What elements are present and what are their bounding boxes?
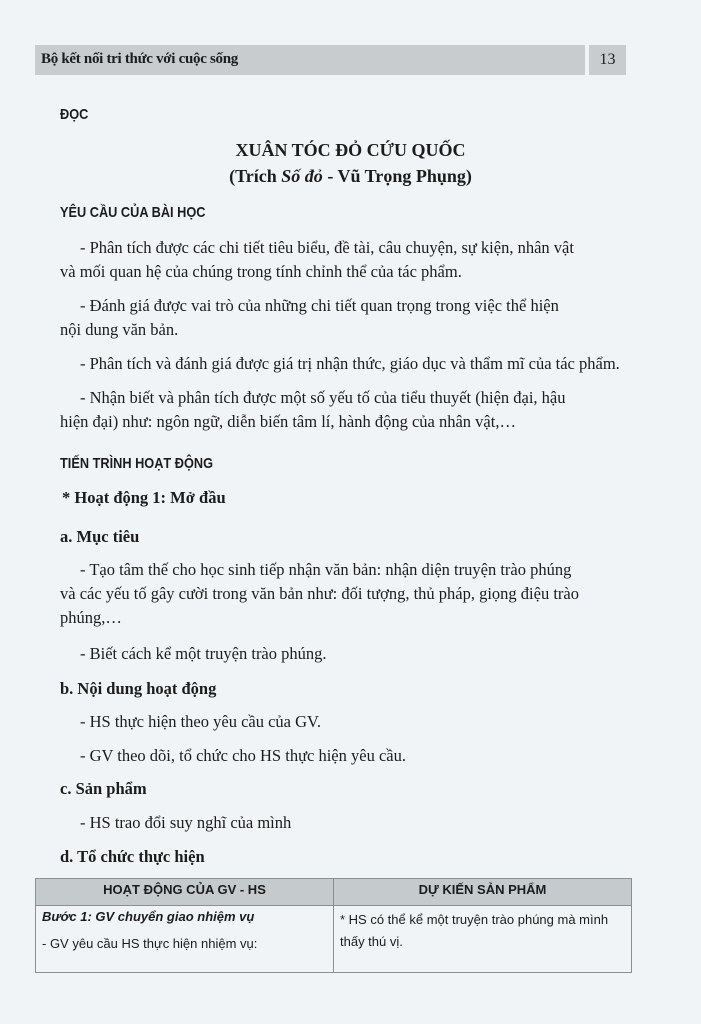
product-line: - HS trao đổi suy nghĩ của mình bbox=[80, 813, 292, 832]
objective-heading: a. Mục tiêu bbox=[60, 527, 140, 546]
lesson-subtitle bbox=[0, 165, 701, 187]
content-line: - GV theo dõi, tổ chức cho HS thực hiện yêu cầu. bbox=[80, 746, 406, 765]
objective-line: - Tạo tâm thế cho học sinh tiếp nhận văn bản: nhận diện truyện trào phúng bbox=[80, 560, 572, 579]
running-header bbox=[35, 45, 585, 75]
table-header-row bbox=[36, 879, 632, 906]
step-title: Bước 1: GV chuyển giao nhiệm vụ bbox=[42, 909, 255, 924]
requirement-line: và mối quan hệ của chúng trong tính chỉnh thể của tác phẩm. bbox=[60, 262, 462, 281]
requirement-line: nội dung văn bản. bbox=[60, 320, 179, 339]
requirement-line: hiện đại) như: ngôn ngữ, diễn biến tâm lí, hành động của nhân vật,… bbox=[60, 412, 516, 431]
column-header: DỰ KIẾN SẢN PHẨM bbox=[334, 879, 632, 906]
content-line: - HS thực hiện theo yêu cầu của GV. bbox=[80, 712, 321, 731]
objective-line: - Biết cách kể một truyện trào phúng. bbox=[80, 644, 327, 663]
requirements-heading: YÊU CẦU CỦA BÀI HỌC bbox=[60, 204, 206, 221]
objective-line: và các yếu tố gây cười trong văn bản như: đối tượng, thủ pháp, giọng điệu trào bbox=[60, 584, 579, 603]
table-row bbox=[36, 906, 632, 973]
content-heading: b. Nội dung hoạt động bbox=[60, 679, 217, 698]
subtitle-prefix: (Trích bbox=[229, 166, 282, 186]
requirement-line: - Phân tích được các chi tiết tiêu biểu, đề tài, câu chuyện, sự kiện, nhân vật bbox=[80, 238, 574, 257]
process-heading: TIẾN TRÌNH HOẠT ĐỘNG bbox=[60, 455, 213, 472]
lesson-title: XUÂN TÓC ĐỎ CỨU QUỐC bbox=[235, 140, 466, 160]
requirement-line: - Phân tích và đánh giá được giá trị nhận thức, giáo dục và thẩm mĩ của tác phẩm. bbox=[80, 354, 620, 373]
book-series-title: Bộ kết nối tri thức với cuộc sống bbox=[41, 51, 238, 67]
objective-line: phúng,… bbox=[60, 608, 122, 627]
step-detail: - GV yêu cầu HS thực hiện nhiệm vụ: bbox=[42, 936, 258, 951]
activity-heading: * Hoạt động 1: Mở đầu bbox=[62, 488, 226, 507]
expected-product-cell: * HS có thể kể một truyện trào phúng mà mình thấy thú vị. bbox=[334, 906, 632, 973]
requirement-line: - Nhận biết và phân tích được một số yếu tố của tiểu thuyết (hiện đại, hậu bbox=[80, 388, 566, 407]
section-label: ĐỌC bbox=[60, 106, 89, 123]
page-number: 13 bbox=[589, 45, 626, 75]
activity-table bbox=[35, 878, 632, 973]
requirement-line: - Đánh giá được vai trò của những chi tiết quan trọng trong việc thể hiện bbox=[80, 296, 559, 315]
subtitle-author: - Vũ Trọng Phụng) bbox=[322, 166, 472, 186]
column-header: HOẠT ĐỘNG CỦA GV - HS bbox=[36, 879, 334, 906]
teacher-activity-cell bbox=[36, 906, 334, 973]
organize-heading: d. Tổ chức thực hiện bbox=[60, 847, 205, 866]
product-heading: c. Sản phẩm bbox=[60, 779, 147, 798]
work-title: Số đỏ bbox=[281, 166, 323, 186]
